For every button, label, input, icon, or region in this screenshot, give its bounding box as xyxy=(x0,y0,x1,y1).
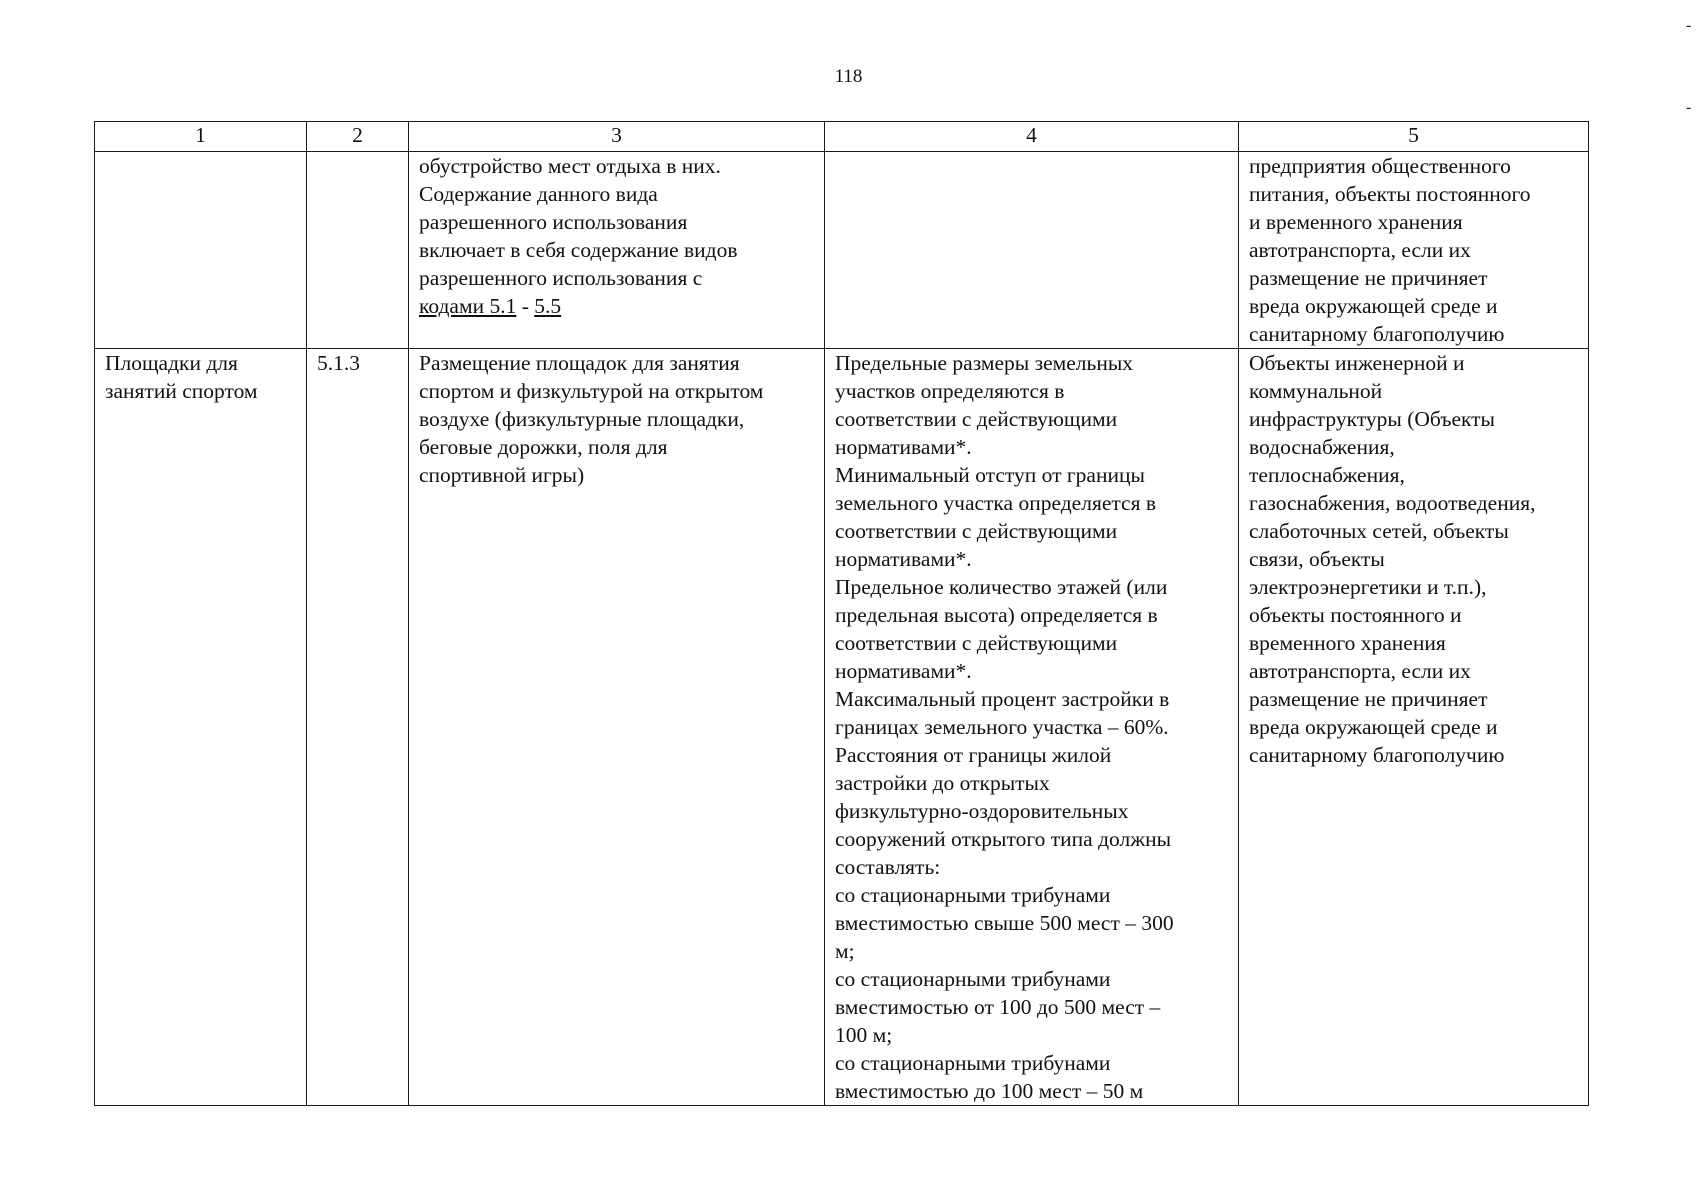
cell-parameters xyxy=(825,349,1239,1106)
text-line: электроэнергетики и т.п.), xyxy=(1249,575,1487,599)
text-line: земельного участка определяется в xyxy=(835,491,1156,515)
text-line: со стационарными трибунами xyxy=(835,1051,1111,1075)
text-line: соответствии с действующими xyxy=(835,631,1118,655)
text-line: составлять: xyxy=(835,855,941,879)
scan-edge-mark: - xyxy=(1686,99,1692,116)
cell-use-name xyxy=(95,152,307,349)
text-line: Минимальный отступ от границы xyxy=(835,463,1145,487)
table-row-continuation xyxy=(95,152,1589,349)
cell-use-name xyxy=(95,349,307,1106)
text-line: Содержание данного вида xyxy=(419,182,658,206)
page-number: 118 xyxy=(834,66,863,87)
text-line: размещение не причиняет xyxy=(1249,687,1488,711)
text-line: Площадки для xyxy=(105,351,238,375)
text-line: вреда окружающей среде и xyxy=(1249,715,1498,739)
text-line: и временного хранения xyxy=(1249,210,1463,234)
cell-auxiliary-uses xyxy=(1239,349,1589,1106)
text-line: Объекты инженерной и xyxy=(1249,351,1465,375)
text-line: сооружений открытого типа должны xyxy=(835,827,1172,851)
text-line: соответствии с действующими xyxy=(835,519,1118,543)
text-line: автотранспорта, если их xyxy=(1249,659,1471,683)
text-line: инфраструктуры (Объекты xyxy=(1249,407,1496,431)
text-line: вместимостью от 100 до 500 мест – xyxy=(835,995,1161,1019)
text-line: санитарному благополучию xyxy=(1249,322,1505,346)
text-line: воздухе (физкультурные площадки, xyxy=(419,407,745,431)
text-line: объекты постоянного и xyxy=(1249,603,1462,627)
text-line: застройки до открытых xyxy=(835,771,1050,795)
text-line: со стационарными трибунами xyxy=(835,967,1111,991)
text-line: вреда окружающей среде и xyxy=(1249,294,1498,318)
land-use-table xyxy=(94,121,1589,1106)
header-cell-4: 4 xyxy=(825,122,1239,152)
header-cell-1: 1 xyxy=(95,122,307,152)
text-line: газоснабжения, водоотведения, xyxy=(1249,491,1536,515)
text-line: спортивной игры) xyxy=(419,463,585,487)
text-line: слаботочных сетей, объекты xyxy=(1249,519,1509,543)
text-line: со стационарными трибунами xyxy=(835,883,1111,907)
code-link-5-1[interactable]: кодами 5.1 xyxy=(419,294,517,318)
text-line: Расстояния от границы жилой xyxy=(835,743,1112,767)
table-row-sport-grounds xyxy=(95,349,1589,1106)
cell-use-description xyxy=(409,152,825,349)
text-line: занятий спортом xyxy=(105,379,258,403)
header-cell-5: 5 xyxy=(1239,122,1589,152)
text-line: временного хранения xyxy=(1249,631,1446,655)
text-line: разрешенного использования xyxy=(419,210,688,234)
text-line: участков определяются в xyxy=(835,379,1065,403)
text-line: предприятия общественного xyxy=(1249,154,1511,178)
text-line: предельная высота) определяется в xyxy=(835,603,1158,627)
cell-use-description xyxy=(409,349,825,1106)
cell-parameters xyxy=(825,152,1239,349)
text-line: беговые дорожки, поля для xyxy=(419,435,668,459)
text-line: Максимальный процент застройки в xyxy=(835,687,1170,711)
header-row xyxy=(95,122,1589,152)
text-line: вместимостью свыше 500 мест – 300 xyxy=(835,911,1174,935)
text-line: спортом и физкультурой на открытом xyxy=(419,379,764,403)
text-line: питания, объекты постоянного xyxy=(1249,182,1531,206)
text-line: вместимостью до 100 мест – 50 м xyxy=(835,1079,1144,1103)
codes-reference xyxy=(419,292,816,320)
cell-use-code: 5.1.3 xyxy=(307,349,409,1106)
text-line: 100 м; xyxy=(835,1023,893,1047)
header-cell-2: 2 xyxy=(307,122,409,152)
text-line: коммунальной xyxy=(1249,379,1383,403)
text-line: разрешенного использования с xyxy=(419,266,703,290)
text-line: Предельное количество этажей (или xyxy=(835,575,1168,599)
text-line: Размещение площадок для занятия xyxy=(419,351,740,375)
text-line: нормативами*. xyxy=(835,659,972,683)
text-line: связи, объекты xyxy=(1249,547,1385,571)
text-line: Предельные размеры земельных xyxy=(835,351,1134,375)
scan-edge-mark: - xyxy=(1686,17,1692,34)
text-line: обустройство мест отдыха в них. xyxy=(419,154,721,178)
code-link-5-5[interactable]: 5.5 xyxy=(534,294,562,318)
text-line: м; xyxy=(835,939,855,963)
text-line: соответствии с действующими xyxy=(835,407,1118,431)
text-line: водоснабжения, xyxy=(1249,435,1395,459)
text-line: автотранспорта, если их xyxy=(1249,238,1471,262)
text-line: нормативами*. xyxy=(835,547,972,571)
text-line: размещение не причиняет xyxy=(1249,266,1488,290)
text-line: нормативами*. xyxy=(835,435,972,459)
cell-auxiliary-uses xyxy=(1239,152,1589,349)
cell-use-code xyxy=(307,152,409,349)
code-separator: - xyxy=(516,294,535,318)
text-line: включает в себя содержание видов xyxy=(419,238,738,262)
text-line: границах земельного участка – 60%. xyxy=(835,715,1169,739)
text-line: теплоснабжения, xyxy=(1249,463,1405,487)
header-cell-3: 3 xyxy=(409,122,825,152)
text-line: санитарному благополучию xyxy=(1249,743,1505,767)
text-line: физкультурно-оздоровительных xyxy=(835,799,1129,823)
